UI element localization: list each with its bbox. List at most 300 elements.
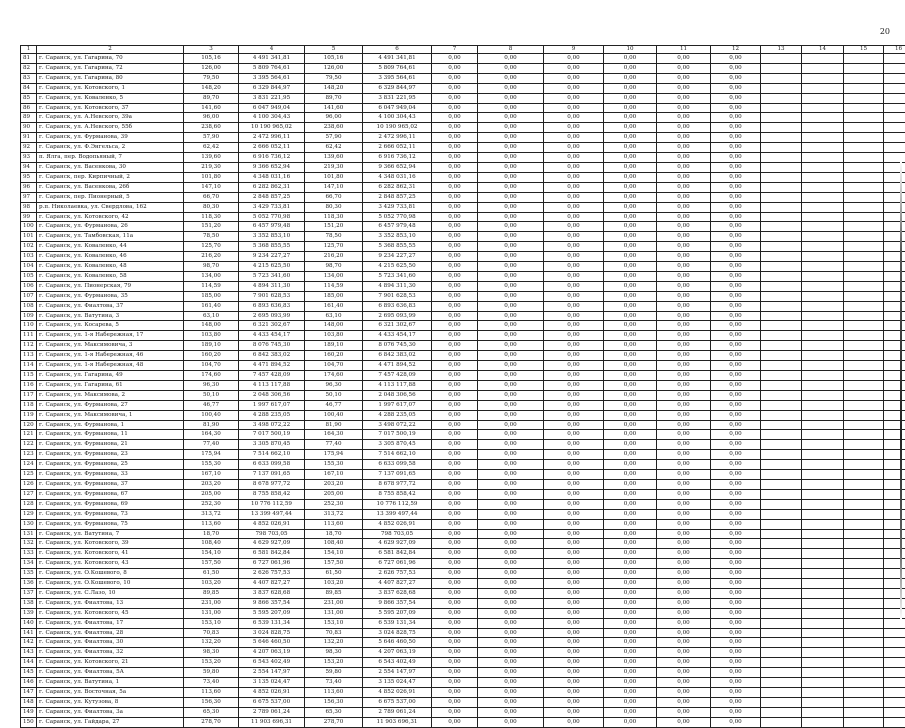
value-cell: 0,00 — [478, 648, 544, 658]
address-cell: г. Саранск, ул. О.Кошевого, 10 — [37, 579, 184, 589]
value-cell: 3 498 072,22 — [363, 420, 432, 430]
value-cell: 0,00 — [604, 153, 657, 163]
value-cell: 62,42 — [305, 143, 363, 153]
empty-cell — [844, 707, 884, 717]
value-cell: 6 842 383,02 — [363, 351, 432, 361]
table-row — [21, 93, 905, 103]
empty-cell — [844, 519, 884, 529]
value-cell: 0,00 — [711, 123, 761, 133]
empty-cell — [802, 361, 844, 371]
value-cell: 81,90 — [305, 420, 363, 430]
value-cell: 0,00 — [711, 371, 761, 381]
value-cell: 3 498 072,22 — [239, 420, 305, 430]
value-cell: 0,00 — [711, 301, 761, 311]
value-cell: 0,00 — [544, 162, 604, 172]
value-cell: 0,00 — [657, 351, 711, 361]
value-cell: 3 831 221,95 — [239, 93, 305, 103]
table-row — [21, 569, 905, 579]
value-cell: 59,80 — [184, 668, 239, 678]
value-cell: 148,00 — [184, 321, 239, 331]
value-cell: 0,00 — [478, 162, 544, 172]
value-cell: 77,40 — [184, 440, 239, 450]
empty-cell — [802, 529, 844, 539]
table-row — [21, 539, 905, 549]
value-cell: 0,00 — [432, 123, 478, 133]
address-cell: г. Саранск, ул. Котовского, 43 — [37, 559, 184, 569]
empty-cell — [802, 222, 844, 232]
value-cell: 77,40 — [305, 440, 363, 450]
value-cell: 0,00 — [604, 697, 657, 707]
table-row — [21, 113, 905, 123]
empty-cell — [844, 489, 884, 499]
value-cell: 0,00 — [478, 638, 544, 648]
value-cell: 0,00 — [604, 588, 657, 598]
value-cell: 0,00 — [544, 688, 604, 698]
value-cell: 4 288 235,05 — [239, 410, 305, 420]
empty-cell — [844, 252, 884, 262]
value-cell: 0,00 — [657, 262, 711, 272]
row-number-cell: 141 — [21, 628, 37, 638]
value-cell: 4 852 026,91 — [363, 688, 432, 698]
empty-cell — [884, 83, 905, 93]
empty-cell — [802, 172, 844, 182]
address-cell: г. Саранск, ул. Фурманова, 26 — [37, 222, 184, 232]
value-cell: 118,30 — [184, 212, 239, 222]
value-cell: 0,00 — [432, 420, 478, 430]
value-cell: 105,16 — [184, 54, 239, 64]
value-cell: 164,30 — [305, 430, 363, 440]
address-cell: п. Ялга, пер. Водопьяный, 7 — [37, 153, 184, 163]
value-cell: 0,00 — [604, 658, 657, 668]
value-cell: 0,00 — [544, 470, 604, 480]
value-cell: 0,00 — [657, 648, 711, 658]
empty-cell — [802, 341, 844, 351]
value-cell: 98,70 — [305, 262, 363, 272]
empty-cell — [761, 717, 802, 727]
value-cell: 0,00 — [657, 678, 711, 688]
table-row — [21, 321, 905, 331]
row-number-cell: 85 — [21, 93, 37, 103]
value-cell: 0,00 — [478, 579, 544, 589]
value-cell: 0,00 — [544, 123, 604, 133]
address-cell: г. Саранск, ул. Максимовича, 3 — [37, 341, 184, 351]
address-cell: г. Саранск, ул. Кутузова, 8 — [37, 697, 184, 707]
value-cell: 0,00 — [432, 281, 478, 291]
empty-cell — [761, 232, 802, 242]
value-cell: 0,00 — [711, 73, 761, 83]
value-cell: 0,00 — [604, 539, 657, 549]
value-cell: 0,00 — [544, 598, 604, 608]
row-number-cell: 81 — [21, 54, 37, 64]
value-cell: 4 100 304,43 — [363, 113, 432, 123]
value-cell: 0,00 — [544, 450, 604, 460]
row-number-cell: 146 — [21, 678, 37, 688]
value-cell: 8 755 858,42 — [239, 489, 305, 499]
value-cell: 0,00 — [657, 598, 711, 608]
value-cell: 3 305 870,45 — [363, 440, 432, 450]
value-cell: 141,60 — [184, 103, 239, 113]
value-cell: 131,00 — [184, 608, 239, 618]
value-cell: 0,00 — [604, 450, 657, 460]
value-cell: 0,00 — [478, 628, 544, 638]
address-cell: г. Саранск, ул. Фурманова, 21 — [37, 440, 184, 450]
value-cell: 100,40 — [184, 410, 239, 420]
value-cell: 8 755 858,42 — [363, 489, 432, 499]
empty-cell — [802, 351, 844, 361]
value-cell: 5 052 770,98 — [239, 212, 305, 222]
empty-cell — [802, 83, 844, 93]
value-cell: 0,00 — [657, 658, 711, 668]
value-cell: 0,00 — [711, 242, 761, 252]
value-cell: 4 407 827,27 — [239, 579, 305, 589]
empty-cell — [844, 678, 884, 688]
row-number-cell: 103 — [21, 252, 37, 262]
empty-cell — [802, 450, 844, 460]
value-cell: 0,00 — [432, 460, 478, 470]
empty-cell — [802, 618, 844, 628]
value-cell: 8 678 977,72 — [239, 479, 305, 489]
empty-cell — [844, 103, 884, 113]
empty-cell — [761, 222, 802, 232]
value-cell: 0,00 — [711, 262, 761, 272]
value-cell: 0,00 — [604, 93, 657, 103]
value-cell: 0,00 — [604, 361, 657, 371]
empty-cell — [844, 400, 884, 410]
value-cell: 0,00 — [657, 123, 711, 133]
value-cell: 0,00 — [478, 83, 544, 93]
value-cell: 0,00 — [544, 697, 604, 707]
empty-cell — [761, 73, 802, 83]
empty-cell — [884, 628, 905, 638]
value-cell: 0,00 — [711, 351, 761, 361]
value-cell: 113,60 — [305, 519, 363, 529]
value-cell: 2 472 996,11 — [239, 133, 305, 143]
value-cell: 5 723 341,60 — [239, 271, 305, 281]
table-row — [21, 559, 905, 569]
address-cell: г. Саранск, ул. Фурманова, 67 — [37, 489, 184, 499]
value-cell: 0,00 — [432, 519, 478, 529]
value-cell: 0,00 — [711, 440, 761, 450]
value-cell: 4 629 927,09 — [239, 539, 305, 549]
empty-cell — [802, 133, 844, 143]
address-cell: г. Саранск, ул. Котовского, 42 — [37, 212, 184, 222]
value-cell: 0,00 — [544, 390, 604, 400]
row-number-cell: 145 — [21, 668, 37, 678]
value-cell: 0,00 — [711, 717, 761, 727]
value-cell: 252,30 — [305, 499, 363, 509]
value-cell: 3 395 564,61 — [363, 73, 432, 83]
value-cell: 0,00 — [711, 192, 761, 202]
value-cell: 0,00 — [604, 519, 657, 529]
value-cell: 174,60 — [305, 371, 363, 381]
value-cell: 0,00 — [657, 608, 711, 618]
value-cell: 0,00 — [711, 707, 761, 717]
value-cell: 0,00 — [478, 361, 544, 371]
value-cell: 0,00 — [604, 202, 657, 212]
value-cell: 0,00 — [711, 688, 761, 698]
table-row — [21, 588, 905, 598]
value-cell: 1 997 617,07 — [363, 400, 432, 410]
value-cell: 0,00 — [657, 271, 711, 281]
empty-cell — [802, 499, 844, 509]
row-number-cell: 130 — [21, 519, 37, 529]
value-cell: 5 809 764,61 — [363, 63, 432, 73]
empty-cell — [844, 212, 884, 222]
value-cell: 6 329 844,97 — [239, 83, 305, 93]
value-cell: 0,00 — [711, 400, 761, 410]
row-number-cell: 105 — [21, 271, 37, 281]
value-cell: 0,00 — [432, 242, 478, 252]
value-cell: 0,00 — [544, 460, 604, 470]
row-number-cell: 143 — [21, 648, 37, 658]
value-cell: 4 288 235,05 — [363, 410, 432, 420]
value-cell: 161,40 — [305, 301, 363, 311]
value-cell: 0,00 — [432, 331, 478, 341]
address-cell: г. Саранск, ул. Фурманова, 39 — [37, 133, 184, 143]
value-cell: 0,00 — [604, 301, 657, 311]
empty-cell — [761, 549, 802, 559]
row-number-cell: 125 — [21, 470, 37, 480]
table-row — [21, 153, 905, 163]
table-row — [21, 252, 905, 262]
value-cell: 103,80 — [184, 331, 239, 341]
empty-cell — [844, 162, 884, 172]
value-cell: 0,00 — [657, 410, 711, 420]
row-number-cell: 84 — [21, 83, 37, 93]
address-cell: г. Саранск, ул. Коваленко, 58 — [37, 271, 184, 281]
row-number-cell: 86 — [21, 103, 37, 113]
empty-cell — [802, 598, 844, 608]
value-cell: 2 666 052,11 — [239, 143, 305, 153]
empty-cell — [802, 182, 844, 192]
value-cell: 205,00 — [184, 489, 239, 499]
value-cell: 0,00 — [711, 668, 761, 678]
value-cell: 0,00 — [478, 93, 544, 103]
value-cell: 9 234 227,27 — [363, 252, 432, 262]
empty-cell — [844, 380, 884, 390]
value-cell: 0,00 — [432, 73, 478, 83]
value-cell: 7 901 628,53 — [363, 291, 432, 301]
value-cell: 0,00 — [478, 351, 544, 361]
value-cell: 6 916 736,12 — [239, 153, 305, 163]
value-cell: 0,00 — [478, 717, 544, 727]
value-cell: 0,00 — [478, 450, 544, 460]
value-cell: 2 789 061,24 — [363, 707, 432, 717]
value-cell: 0,00 — [544, 499, 604, 509]
empty-cell — [761, 321, 802, 331]
empty-cell — [802, 252, 844, 262]
empty-cell — [802, 281, 844, 291]
value-cell: 108,40 — [305, 539, 363, 549]
value-cell: 7 514 662,10 — [239, 450, 305, 460]
empty-cell — [844, 440, 884, 450]
value-cell: 0,00 — [604, 143, 657, 153]
value-cell: 0,00 — [657, 73, 711, 83]
table-row — [21, 707, 905, 717]
empty-cell — [761, 638, 802, 648]
table-row — [21, 162, 905, 172]
value-cell: 0,00 — [657, 588, 711, 598]
value-cell: 126,00 — [184, 63, 239, 73]
empty-cell — [761, 479, 802, 489]
value-cell: 80,30 — [184, 202, 239, 212]
table-row — [21, 579, 905, 589]
value-cell: 79,50 — [305, 73, 363, 83]
value-cell: 0,00 — [657, 182, 711, 192]
empty-cell — [844, 450, 884, 460]
value-cell: 0,00 — [432, 103, 478, 113]
value-cell: 0,00 — [478, 390, 544, 400]
table-row — [21, 430, 905, 440]
value-cell: 0,00 — [711, 678, 761, 688]
empty-cell — [844, 351, 884, 361]
value-cell: 0,00 — [657, 301, 711, 311]
value-cell: 0,00 — [604, 618, 657, 628]
value-cell: 164,30 — [184, 430, 239, 440]
empty-cell — [844, 668, 884, 678]
row-number-cell: 109 — [21, 311, 37, 321]
value-cell: 114,59 — [184, 281, 239, 291]
value-cell: 10 190 965,02 — [239, 123, 305, 133]
value-cell: 5 368 855,55 — [363, 242, 432, 252]
empty-cell — [761, 54, 802, 64]
row-number-cell: 89 — [21, 113, 37, 123]
value-cell: 0,00 — [544, 648, 604, 658]
table-row — [21, 242, 905, 252]
column-number-row — [21, 46, 905, 54]
row-number-cell: 113 — [21, 351, 37, 361]
empty-cell — [844, 281, 884, 291]
value-cell: 98,30 — [305, 648, 363, 658]
value-cell: 5 646 460,50 — [363, 638, 432, 648]
value-cell: 0,00 — [711, 509, 761, 519]
value-cell: 4 407 827,27 — [363, 579, 432, 589]
value-cell: 0,00 — [604, 559, 657, 569]
value-cell: 0,00 — [604, 192, 657, 202]
value-cell: 0,00 — [544, 608, 604, 618]
empty-cell — [844, 291, 884, 301]
value-cell: 0,00 — [432, 628, 478, 638]
empty-cell — [802, 113, 844, 123]
value-cell: 0,00 — [711, 281, 761, 291]
table-row — [21, 103, 905, 113]
value-cell: 57,90 — [305, 133, 363, 143]
value-cell: 0,00 — [478, 63, 544, 73]
value-cell: 0,00 — [432, 430, 478, 440]
table-row — [21, 271, 905, 281]
value-cell: 50,10 — [305, 390, 363, 400]
value-cell: 66,70 — [184, 192, 239, 202]
value-cell: 0,00 — [544, 311, 604, 321]
address-cell: г. Саранск, ул. Фиалтова, 3а — [37, 707, 184, 717]
empty-cell — [761, 162, 802, 172]
empty-cell — [761, 281, 802, 291]
empty-cell — [844, 509, 884, 519]
value-cell: 0,00 — [657, 499, 711, 509]
table-row — [21, 361, 905, 371]
value-cell: 0,00 — [478, 588, 544, 598]
row-number-cell: 133 — [21, 549, 37, 559]
value-cell: 0,00 — [478, 549, 544, 559]
empty-cell — [844, 301, 884, 311]
value-cell: 189,10 — [305, 341, 363, 351]
table-row — [21, 489, 905, 499]
value-cell: 175,94 — [184, 450, 239, 460]
value-cell: 0,00 — [478, 291, 544, 301]
value-cell: 70,83 — [184, 628, 239, 638]
value-cell: 0,00 — [711, 529, 761, 539]
value-cell: 0,00 — [544, 549, 604, 559]
value-cell: 0,00 — [432, 588, 478, 598]
value-cell: 0,00 — [478, 242, 544, 252]
value-cell: 0,00 — [604, 529, 657, 539]
value-cell: 0,00 — [604, 628, 657, 638]
table-row — [21, 262, 905, 272]
value-cell: 0,00 — [478, 311, 544, 321]
value-cell: 0,00 — [711, 311, 761, 321]
value-cell: 0,00 — [604, 172, 657, 182]
empty-cell — [802, 658, 844, 668]
empty-cell — [802, 470, 844, 480]
empty-cell — [802, 678, 844, 688]
empty-cell — [844, 242, 884, 252]
value-cell: 81,90 — [184, 420, 239, 430]
value-cell: 7 457 428,09 — [363, 371, 432, 381]
value-cell: 0,00 — [657, 113, 711, 123]
value-cell: 0,00 — [478, 509, 544, 519]
value-cell: 6 321 302,67 — [239, 321, 305, 331]
table-row — [21, 54, 905, 64]
empty-cell — [844, 479, 884, 489]
value-cell: 101,80 — [184, 172, 239, 182]
value-cell: 0,00 — [604, 73, 657, 83]
value-cell: 0,00 — [432, 341, 478, 351]
table-row — [21, 222, 905, 232]
column-header: 12 — [711, 46, 761, 54]
address-cell: г. Саранск, ул. Коваленко, 5 — [37, 93, 184, 103]
column-header: 14 — [802, 46, 844, 54]
value-cell: 0,00 — [604, 598, 657, 608]
value-cell: 0,00 — [711, 618, 761, 628]
value-cell: 80,30 — [305, 202, 363, 212]
value-cell: 0,00 — [711, 390, 761, 400]
empty-cell — [844, 83, 884, 93]
table-row — [21, 390, 905, 400]
value-cell: 0,00 — [657, 430, 711, 440]
value-cell: 0,00 — [432, 618, 478, 628]
empty-cell — [761, 380, 802, 390]
value-cell: 0,00 — [544, 400, 604, 410]
empty-cell — [802, 579, 844, 589]
empty-cell — [844, 588, 884, 598]
value-cell: 0,00 — [544, 291, 604, 301]
value-cell: 9 866 357,54 — [363, 598, 432, 608]
value-cell: 0,00 — [544, 63, 604, 73]
value-cell: 0,00 — [711, 460, 761, 470]
value-cell: 9 366 652,94 — [239, 162, 305, 172]
value-cell: 154,10 — [305, 549, 363, 559]
row-number-cell: 148 — [21, 697, 37, 707]
value-cell: 0,00 — [657, 321, 711, 331]
column-header: 11 — [657, 46, 711, 54]
value-cell: 0,00 — [604, 123, 657, 133]
empty-cell — [884, 658, 905, 668]
value-cell: 0,00 — [711, 380, 761, 390]
value-cell: 0,00 — [432, 489, 478, 499]
address-cell: г. Саранск, ул. С.Лазо, 10 — [37, 588, 184, 598]
value-cell: 0,00 — [544, 430, 604, 440]
value-cell: 6 457 979,48 — [239, 222, 305, 232]
